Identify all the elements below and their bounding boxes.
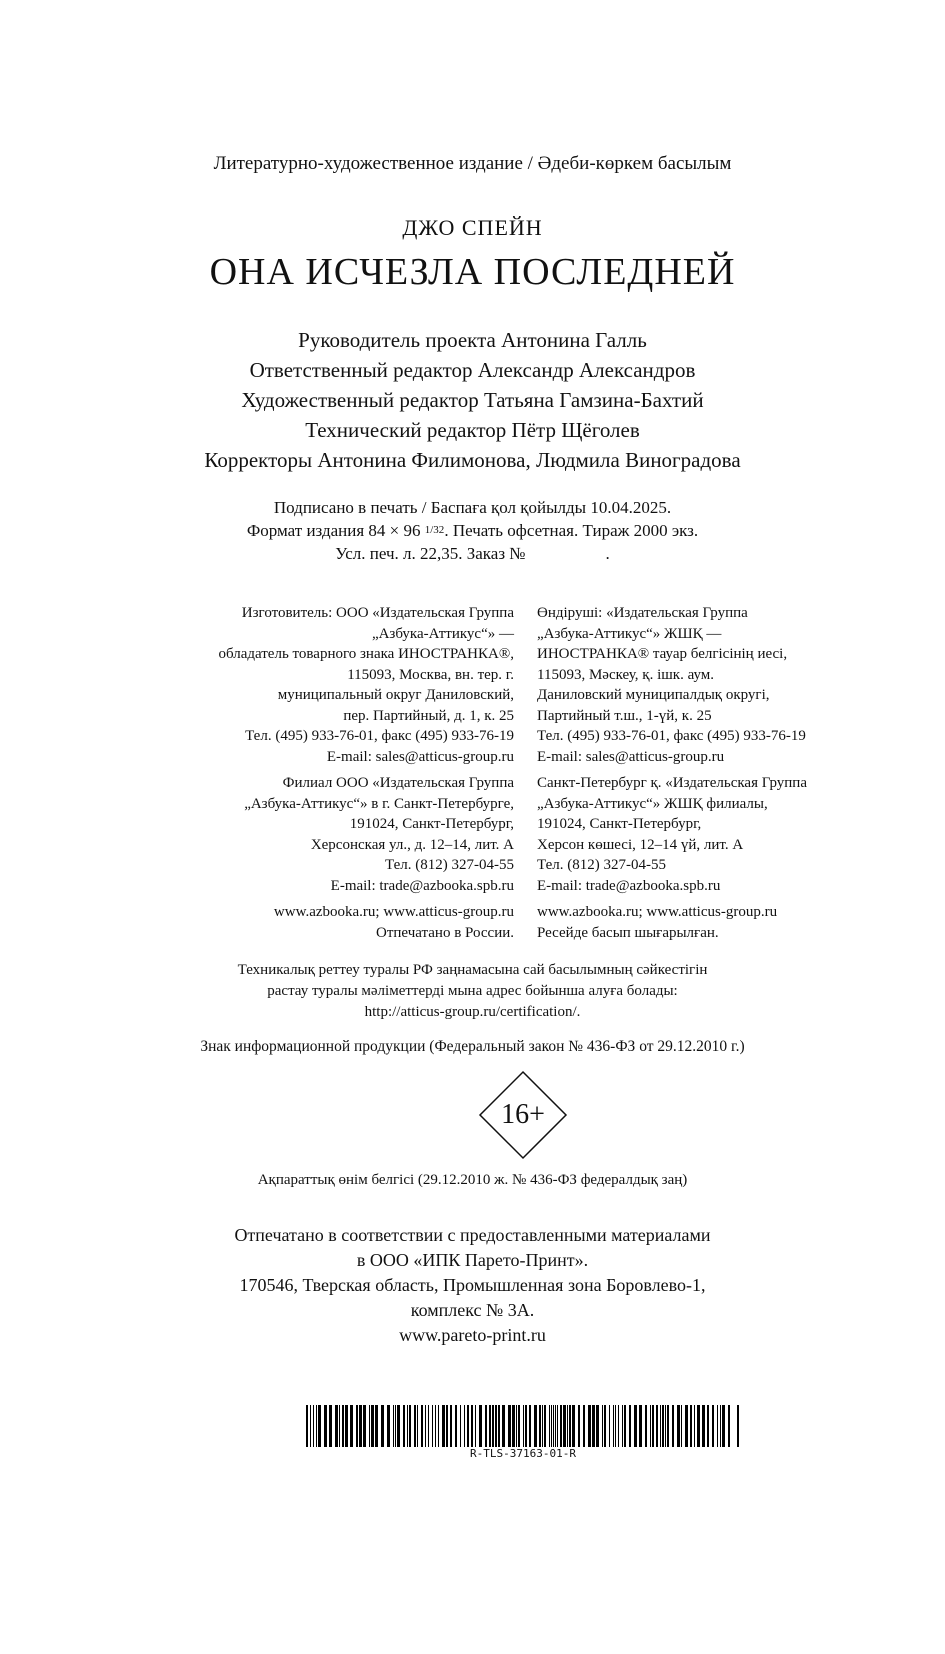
barcode-bar bbox=[414, 1405, 416, 1447]
signed-date: Подписано в печать / Баспаға қол қойылды 10.04.2025. bbox=[273, 498, 672, 517]
barcode-bar bbox=[428, 1405, 429, 1447]
barcode-bar bbox=[542, 1405, 543, 1447]
barcode-bar bbox=[397, 1405, 400, 1447]
publisher-column-ru bbox=[218, 603, 514, 943]
address-line: Тел. (495) 933-76-01, факс (495) 933-76-19 bbox=[537, 728, 806, 744]
barcode-bar bbox=[409, 1405, 411, 1447]
barcode-bar bbox=[523, 1405, 524, 1447]
address-line: обладатель товарного знака ИНОСТРАНКА®, bbox=[218, 646, 514, 662]
barcode-bar bbox=[324, 1405, 327, 1447]
address-line: Өндіруші: «Издательская Группа bbox=[537, 605, 748, 621]
address-line: 191024, Санкт-Петербург, bbox=[537, 816, 702, 832]
barcode-bar bbox=[560, 1405, 562, 1447]
barcode-bar bbox=[557, 1405, 558, 1447]
barcode-bar bbox=[407, 1405, 408, 1447]
format-line bbox=[0, 519, 945, 542]
format-fraction: 1/32 bbox=[424, 524, 445, 536]
barcode-bar bbox=[313, 1405, 314, 1447]
barcode-bar bbox=[639, 1405, 642, 1447]
printer-line: 170546, Тверская область, Промышленная зона Боровлево-1, bbox=[239, 1275, 706, 1295]
address-line: Санкт-Петербург қ. «Издательская Группа bbox=[537, 775, 807, 791]
barcode-bar bbox=[551, 1405, 552, 1447]
barcode-bar bbox=[471, 1405, 473, 1447]
printer-line: Отпечатано в соответствии с предоставленными материалами bbox=[234, 1225, 711, 1245]
barcode-bar bbox=[555, 1405, 556, 1447]
age-rating-badge bbox=[478, 1070, 568, 1160]
barcode-bar bbox=[403, 1405, 405, 1447]
barcode-bar bbox=[518, 1405, 520, 1447]
barcode-bar bbox=[624, 1405, 626, 1447]
barcode-bar bbox=[553, 1405, 554, 1447]
manufacturer-block-ru bbox=[218, 603, 514, 767]
printing-house-info bbox=[0, 1223, 945, 1348]
barcode-bar bbox=[615, 1405, 616, 1447]
barcode-bar bbox=[588, 1405, 591, 1447]
barcode-bar bbox=[489, 1405, 491, 1447]
branch-block-kz bbox=[537, 773, 807, 896]
barcode-bar bbox=[310, 1405, 311, 1447]
credits-list bbox=[0, 325, 945, 475]
websites-line: www.azbooka.ru; www.atticus-group.ru bbox=[537, 904, 778, 920]
barcode-bar bbox=[717, 1405, 718, 1447]
barcode-bar bbox=[467, 1405, 469, 1447]
barcode-bar bbox=[450, 1405, 452, 1447]
email-line: E-mail: sales@atticus-group.ru bbox=[326, 748, 514, 765]
barcode-bar bbox=[421, 1405, 423, 1447]
barcode-bar bbox=[393, 1405, 394, 1447]
credit-line: Корректоры Антонина Филимонова, Людмила Виноградова bbox=[204, 448, 741, 472]
publisher-column-kz bbox=[537, 603, 807, 943]
barcode-bar bbox=[697, 1405, 700, 1447]
printed-in-line: Отпечатано в России. bbox=[376, 924, 514, 941]
address-line: Филиал ООО «Издательская Группа bbox=[282, 775, 514, 791]
barcode-bar bbox=[516, 1405, 517, 1447]
barcode-bar bbox=[345, 1405, 348, 1447]
barcode-bar bbox=[492, 1405, 494, 1447]
barcode-bar bbox=[544, 1405, 546, 1447]
barcode-bar bbox=[455, 1405, 457, 1447]
address-line: муниципальный округ Даниловский, bbox=[277, 687, 514, 703]
credit-line: Руководитель проекта Антонина Галль bbox=[298, 328, 647, 352]
tech-line: Техникалық реттеу туралы РФ заңнамасына сай басылымның сәйкестігін bbox=[237, 962, 708, 978]
barcode-bar bbox=[613, 1405, 614, 1447]
barcode-bar bbox=[563, 1405, 566, 1447]
address-line: Изготовитель: ООО «Издательская Группа bbox=[241, 605, 514, 621]
barcode-bar bbox=[596, 1405, 599, 1447]
address-line: „Азбука-Аттикус“» — bbox=[371, 625, 514, 642]
barcode-bar bbox=[592, 1405, 595, 1447]
manufacturer-block-kz bbox=[537, 603, 807, 767]
barcode-bar bbox=[529, 1405, 531, 1447]
info-sign-ru: Знак информационной продукции (Федеральный закон № 436-ФЗ от 29.12.2010 г.) bbox=[200, 1038, 745, 1055]
barcode-bar bbox=[371, 1405, 374, 1447]
barcode-bar bbox=[652, 1405, 654, 1447]
printer-website: www.pareto-print.ru bbox=[399, 1325, 546, 1345]
barcode-bar bbox=[359, 1405, 362, 1447]
barcode-bar bbox=[316, 1405, 317, 1447]
tech-regulation-note bbox=[0, 960, 945, 1023]
address-line: „Азбука-Аттикус“» в г. Санкт-Петербурге, bbox=[244, 795, 514, 812]
credit-line: Технический редактор Пётр Щёголев bbox=[305, 418, 640, 442]
barcode-bar bbox=[569, 1405, 571, 1447]
barcode-bar bbox=[667, 1405, 669, 1447]
barcode-bar bbox=[498, 1405, 500, 1447]
barcode-bar bbox=[508, 1405, 511, 1447]
book-author: ДЖО СПЕЙН bbox=[402, 215, 543, 240]
barcode-bar bbox=[479, 1405, 482, 1447]
address-line: 191024, Санкт-Петербург, bbox=[349, 816, 514, 832]
barcode-bar bbox=[375, 1405, 378, 1447]
barcode-bar bbox=[356, 1405, 358, 1447]
barcode-bar bbox=[702, 1405, 705, 1447]
email-line: E-mail: trade@azbooka.spb.ru bbox=[537, 877, 721, 894]
email-line: E-mail: sales@atticus-group.ru bbox=[537, 748, 725, 765]
certification-url: http://atticus-group.ru/certification/. bbox=[364, 1004, 581, 1020]
barcode-bar bbox=[318, 1405, 321, 1447]
barcode-bar bbox=[442, 1405, 445, 1447]
barcode-bar bbox=[495, 1405, 497, 1447]
barcode-bar bbox=[432, 1405, 433, 1447]
barcode-bar bbox=[665, 1405, 666, 1447]
barcode-bar bbox=[728, 1405, 730, 1447]
barcode-bar bbox=[677, 1405, 680, 1447]
address-line: Даниловский муниципалдық округі, bbox=[537, 687, 770, 703]
barcode-bar bbox=[604, 1405, 606, 1447]
address-line: Тел. (812) 327-04-55 bbox=[385, 857, 514, 873]
barcode-bar bbox=[363, 1405, 366, 1447]
sheets-line bbox=[0, 542, 945, 565]
branch-block-ru bbox=[218, 773, 514, 896]
barcode-bar bbox=[694, 1405, 695, 1447]
barcode-bar bbox=[335, 1405, 338, 1447]
barcode-bar bbox=[381, 1405, 384, 1447]
book-title: ОНА ИСЧЕЗЛА ПОСЛЕДНЕЙ bbox=[209, 251, 736, 293]
barcode-bar bbox=[707, 1405, 709, 1447]
barcode-bar bbox=[572, 1405, 575, 1447]
barcode-bar bbox=[534, 1405, 537, 1447]
barcode-bar bbox=[435, 1405, 436, 1447]
address-line: „Азбука-Аттикус“» ЖШҚ филиалы, bbox=[537, 795, 768, 812]
websites-line: www.azbooka.ru; www.atticus-group.ru bbox=[273, 904, 514, 920]
barcode-label: R-TLS-37163-01-R bbox=[470, 1447, 576, 1460]
barcode-bar bbox=[578, 1405, 580, 1447]
barcode-bar bbox=[417, 1405, 418, 1447]
barcode-bar bbox=[525, 1405, 527, 1447]
websites-block-kz bbox=[537, 902, 807, 943]
address-line: Тел. (812) 327-04-55 bbox=[537, 857, 666, 873]
address-line: ИНОСТРАНКА® тауар белгісінің иесі, bbox=[537, 646, 788, 662]
barcode-graphic bbox=[306, 1405, 740, 1447]
sheets-end: . bbox=[605, 544, 610, 563]
barcode-bar bbox=[425, 1405, 426, 1447]
barcode-bar bbox=[634, 1405, 637, 1447]
tech-line: растау туралы мәліметтерді мына адрес бойынша алуға болады: bbox=[267, 983, 678, 999]
barcode-bar bbox=[369, 1405, 370, 1447]
age-rating-label: 16+ bbox=[501, 1099, 545, 1130]
barcode-bar bbox=[629, 1405, 631, 1447]
barcode-bar bbox=[662, 1405, 664, 1447]
barcode-bar bbox=[395, 1405, 396, 1447]
edition-type: Литературно-художественное издание / Әдеби-көркем басылым bbox=[213, 153, 732, 174]
barcode-bar bbox=[656, 1405, 658, 1447]
address-line: 115093, Мәскеу, қ. ішк. аум. bbox=[537, 666, 715, 683]
barcode-bar bbox=[567, 1405, 568, 1447]
barcode-bar bbox=[387, 1405, 390, 1447]
format-prefix: Формат издания 84 × 96 bbox=[246, 521, 425, 540]
barcode-bar bbox=[306, 1405, 308, 1447]
barcode-bar bbox=[602, 1405, 603, 1447]
address-line: Партийный т.ш., 1-үй, к. 25 bbox=[537, 707, 712, 724]
address-line: „Азбука-Аттикус“» ЖШҚ — bbox=[537, 625, 722, 642]
barcode-bar bbox=[539, 1405, 541, 1447]
format-suffix: . Печать офсетная. Тираж 2000 экз. bbox=[444, 521, 699, 540]
barcode-bar bbox=[618, 1405, 619, 1447]
barcode-bar bbox=[446, 1405, 448, 1447]
barcode-bar bbox=[475, 1405, 476, 1447]
print-info bbox=[0, 496, 945, 565]
address-line: пер. Партийный, д. 1, к. 25 bbox=[343, 707, 514, 724]
websites-block-ru bbox=[218, 902, 514, 943]
credit-line: Ответственный редактор Александр Александров bbox=[249, 358, 696, 382]
barcode-bar bbox=[722, 1405, 725, 1447]
barcode-bar bbox=[549, 1405, 550, 1447]
barcode-bar bbox=[342, 1405, 344, 1447]
barcode-bar bbox=[720, 1405, 721, 1447]
barcode-bar bbox=[502, 1405, 505, 1447]
barcode-bar bbox=[329, 1405, 332, 1447]
address-line: 115093, Москва, вн. тер. г. bbox=[347, 666, 514, 683]
barcode-bar bbox=[460, 1405, 461, 1447]
barcode-bar bbox=[464, 1405, 465, 1447]
barcode-bar bbox=[609, 1405, 610, 1447]
email-line: E-mail: trade@azbooka.spb.ru bbox=[330, 877, 514, 894]
barcode-bar bbox=[712, 1405, 714, 1447]
printer-line: в ООО «ИПК Парето-Принт». bbox=[356, 1250, 589, 1270]
barcode-bar bbox=[645, 1405, 647, 1447]
barcode-bar bbox=[672, 1405, 674, 1447]
address-line: Тел. (495) 933-76-01, факс (495) 933-76-19 bbox=[245, 728, 514, 744]
barcode-bar bbox=[512, 1405, 515, 1447]
barcode-bar bbox=[681, 1405, 682, 1447]
barcode-bar bbox=[438, 1405, 439, 1447]
barcode-bar bbox=[737, 1405, 739, 1447]
barcode-bar bbox=[350, 1405, 353, 1447]
sheets-text: Усл. печ. л. 22,35. Заказ № bbox=[335, 544, 526, 563]
barcode-bar bbox=[485, 1405, 487, 1447]
printed-in-line: Ресейде басып шығарылған. bbox=[537, 924, 719, 941]
barcode-bar bbox=[690, 1405, 692, 1447]
barcode-bar bbox=[583, 1405, 585, 1447]
info-sign-kz: Ақпараттық өнім белгісі (29.12.2010 ж. № 436-ФЗ федералдық заң) bbox=[257, 1172, 688, 1188]
barcode-bar bbox=[339, 1405, 340, 1447]
barcode-bar bbox=[685, 1405, 688, 1447]
printer-line: комплекс № 3А. bbox=[410, 1300, 535, 1320]
barcode-bar bbox=[650, 1405, 651, 1447]
address-line: Херсонская ул., д. 12–14, лит. А bbox=[310, 836, 514, 853]
barcode-bar bbox=[660, 1405, 661, 1447]
address-line: Херсон көшесі, 12–14 үй, лит. А bbox=[537, 836, 744, 853]
credit-line: Художественный редактор Татьяна Гамзина-Бахтий bbox=[241, 388, 704, 412]
barcode-bar bbox=[622, 1405, 623, 1447]
